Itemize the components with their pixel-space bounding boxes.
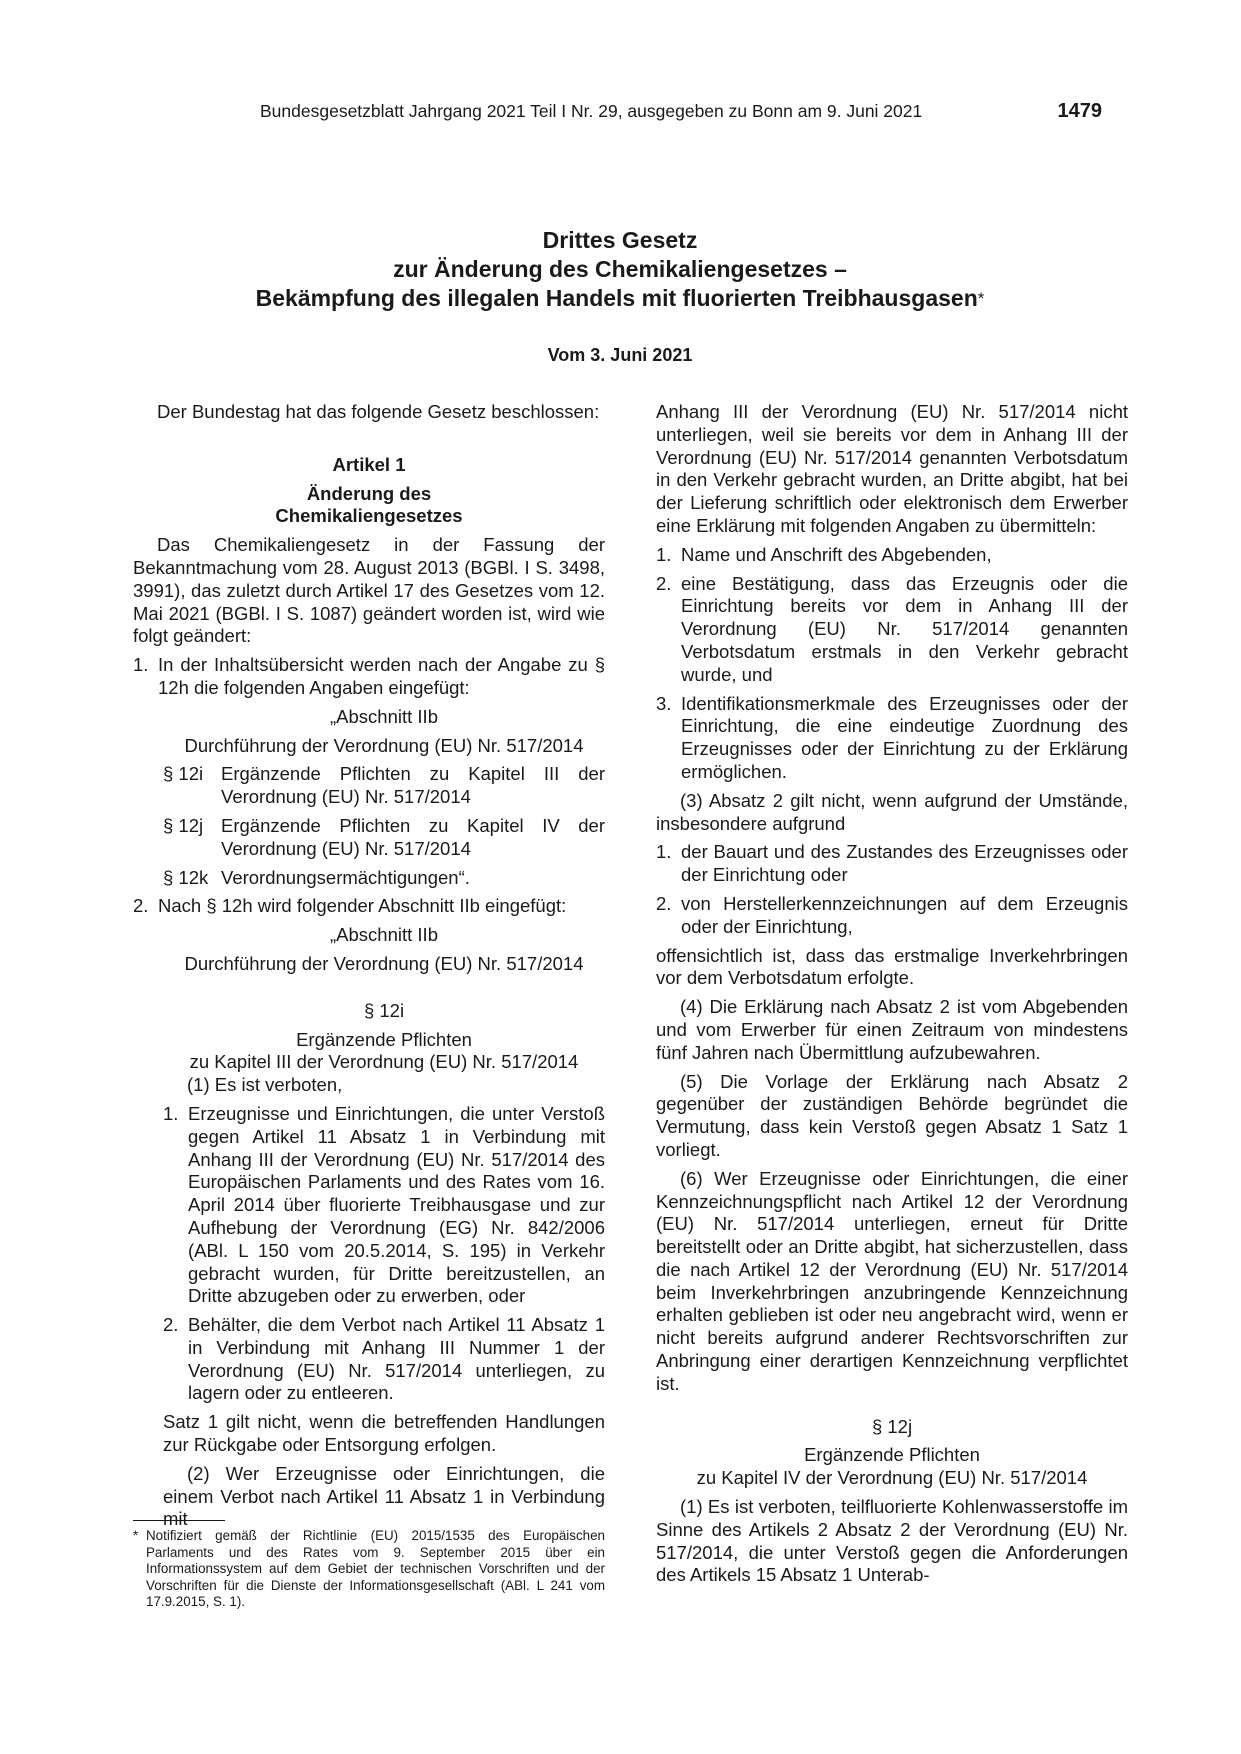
amendment-item-2: [133, 895, 605, 918]
right-column: [656, 401, 1128, 1593]
paragraph-12i-title-2: zu Kapitel III der Verordnung (EU) Nr. 517/2014: [189, 1051, 579, 1073]
toc-entry-12i: [163, 763, 605, 809]
item-text: In der Inhaltsübersicht werden nach der Angabe zu § 12h die folgenden Angaben eingefügt:: [158, 654, 605, 698]
section-abschnitt: „Abschnitt IIb: [330, 924, 438, 946]
item-number: 1.: [656, 543, 672, 565]
footnote: [133, 1528, 605, 1611]
running-title: Bundesgesetzblatt Jahrgang 2021 Teil I Nr. 29, ausgegeben zu Bonn am 9. Juni 2021: [260, 101, 923, 121]
article-intro-text: Das Chemikaliengesetz in der Fassung der Bekanntmachung vom 28. August 2013 (BGBl. I S. 3498, 3991), das zuletzt durch Artikel 17 des Gesetzes vom 12. Mai 2021 (BGBl. I S. 1087) geändert worden ist, wird wie folgt geändert:: [133, 534, 605, 647]
toc-entry-number: § 12i: [163, 763, 204, 785]
amendment-item-1: [133, 654, 605, 700]
absatz-2-item-1: [656, 544, 1128, 567]
paragraph-12i-heading: § 12i: [363, 999, 405, 1021]
footnote-mark: *: [133, 1528, 139, 1543]
absatz-2-item-2: [656, 573, 1128, 687]
item-number: 1.: [133, 654, 149, 676]
article-subtitle-2: Chemikaliengesetzes: [275, 505, 463, 527]
item-text: der Bauart und des Zustandes des Erzeugnisses oder der Einrichtung oder: [681, 841, 1128, 886]
item-text: Nach § 12h wird folgender Abschnitt IIb eingefügt:: [158, 895, 567, 917]
paragraph-12i-list-item-2: [163, 1314, 605, 1405]
toc-durchfuehrung: Durchführung der Verordnung (EU) Nr. 517/2014: [184, 734, 584, 756]
absatz-2-continuation: Anhang III der Verordnung (EU) Nr. 517/2014 nicht unterliegen, weil sie bereits vor dem in Anhang III der Verordnung (EU) Nr. 517/2014 genannten Verbotsdatum in den Verkehr gebracht wurden, an Dritte abgibt, hat bei der Lieferung schriftlich oder elektronisch dem Erwerber eine Erklärung mit folgenden Angaben zu übermitteln:: [656, 401, 1128, 536]
absatz-5: (5) Die Vorlage der Erklärung nach Absatz 2 gegenüber der zuständigen Behörde begründet die Vermutung, dass kein Verstoß gegen Absatz 1 Satz 1 vorliegt.: [656, 1070, 1128, 1160]
item-number: 2.: [656, 892, 672, 914]
absatz-3: (3) Absatz 2 gilt nicht, wenn aufgrund der Umstände, insbesondere aufgrund: [656, 789, 1128, 834]
absatz-3-end: offensichtlich ist, dass das erstmalige Inverkehrbringen vor dem Verbotsdatum erfolgte.: [656, 944, 1128, 989]
item-number: 1.: [656, 841, 672, 863]
toc-entry-number: § 12k: [163, 866, 209, 888]
item-text: Identifikationsmerkmale des Erzeugnisses oder der Einrichtung, die eine eindeutige Zuordnung des Erzeugnisses oder der Einrichtung zu der Erklärung ermöglichen.: [681, 692, 1128, 782]
paragraph-12j-heading: § 12j: [871, 1415, 913, 1437]
section-durchfuehrung: Durchführung der Verordnung (EU) Nr. 517/2014: [184, 952, 584, 974]
paragraph-12j-title-1: Ergänzende Pflichten: [804, 1444, 980, 1466]
absatz-4: (4) Die Erklärung nach Absatz 2 ist vom Abgebenden und vom Erwerber für einen Zeitraum von mindestens fünf Jahren nach Übermittlung aufzubewahren.: [656, 996, 1128, 1063]
toc-abschnitt: „Abschnitt IIb: [330, 705, 438, 727]
title-line-2: zur Änderung des Chemikaliengesetzes –: [393, 256, 847, 282]
item-text: Name und Anschrift des Abgebenden,: [681, 543, 992, 565]
absatz-3-item-1: [656, 841, 1128, 887]
toc-entry-number: § 12j: [163, 814, 204, 836]
preamble: Der Bundestag hat das folgende Gesetz beschlossen:: [157, 401, 600, 422]
paragraph-12i-satz: Satz 1 gilt nicht, wenn die betreffenden Handlungen zur Rückgabe oder Entsorgung erfolgen.: [163, 1411, 605, 1456]
item-text: Behälter, die dem Verbot nach Artikel 11 Absatz 1 in Verbindung mit Anhang III Nummer 1 der Verordnung (EU) Nr. 517/2014 unterliegen, zu lagern oder zu entleeren.: [188, 1314, 605, 1404]
toc-entry-text: Ergänzende Pflichten zu Kapitel IV der Verordnung (EU) Nr. 517/2014: [221, 814, 605, 859]
article-subtitle-1: Änderung des: [306, 482, 432, 504]
item-number: 2.: [163, 1314, 179, 1336]
item-number: 2.: [656, 572, 672, 594]
item-number: 3.: [656, 692, 672, 714]
title-line-3-text: Bekämpfung des illegalen Handels mit fluorierten Treibhausgasen: [255, 285, 978, 311]
title-footnote-mark: *: [977, 289, 985, 308]
absatz-6: (6) Wer Erzeugnisse oder Einrichtungen, die einer Kennzeichnungspflicht nach Artikel 12 der Verordnung (EU) Nr. 517/2014 unterliegen, erneut für Dritte bereitstellt oder an Dritte abgibt, hat sicherzustellen, dass die nach Artikel 12 der Verordnung (EU) Nr. 517/2014 beim Inverkehrbringen anzubringende Kennzeichnung erhalten geblieben ist oder neu angebracht wird, wenn er nicht bereits aufgrund anderer Rechtsvorschriften zur Anbringung einer derartigen Kennzeichnung verpflichtet ist.: [656, 1167, 1128, 1394]
footnote-divider: [133, 1520, 225, 1521]
absatz-2-item-3: [656, 693, 1128, 784]
law-date: Vom 3. Juni 2021: [547, 345, 693, 365]
law-title-block: [130, 226, 1110, 366]
paragraph-12i-title-1: Ergänzende Pflichten: [296, 1028, 472, 1050]
item-text: eine Bestätigung, dass das Erzeugnis oder die Einrichtung bereits vor dem in Anhang III der Verordnung (EU) Nr. 517/2014 genannten Verbotsdatum erstmals in den Verkehr gebracht wurde, und: [681, 572, 1128, 685]
title-line-3: [130, 284, 1110, 313]
title-line-1: Drittes Gesetz: [542, 227, 698, 253]
page-number: 1479: [1057, 100, 1102, 122]
paragraph-12i-absatz-1: (1) Es ist verboten,: [187, 1074, 343, 1096]
paragraph-12i-absatz-2-start: (2) Wer Erzeugnisse oder Einrichtungen, die einem Verbot nach Artikel 11 Absatz 1 in Verbindung mit: [163, 1462, 605, 1530]
paragraph-12i-list-item-1: [163, 1103, 605, 1308]
item-number: 1.: [163, 1102, 179, 1124]
article-heading: Artikel 1: [332, 453, 406, 475]
absatz-3-item-2: [656, 893, 1128, 939]
item-text: von Herstellerkennzeichnungen auf dem Erzeugnis oder der Einrichtung,: [681, 892, 1128, 937]
toc-entry-12k: [163, 867, 605, 890]
toc-entry-12j: [163, 815, 605, 861]
left-column: [133, 401, 605, 1537]
paragraph-12j-absatz-1: (1) Es ist verboten, teilfluorierte Kohlenwasserstoffe im Sinne des Artikels 2 Absatz 2 der Verordnung (EU) Nr. 517/2014, die unter Verstoß gegen die Anforderungen des Artikels 15 Absatz 1 Unterab-: [656, 1496, 1128, 1586]
item-number: 2.: [133, 895, 149, 917]
item-text: Erzeugnisse und Einrichtungen, die unter Verstoß gegen Artikel 11 Absatz 1 in Verbindung mit Anhang III der Verordnung (EU) Nr. 517/2014 des Europäischen Parlaments und des Rates vom 16. April 2014 über fluorierte Treibhausgase und zur Aufhebung der Verordnung (EG) Nr. 842/2006 (ABl. L 150 vom 20.5.2014, S. 195) in Verkehr gebracht wurden, für Dritte bereitzustellen, an Dritte abzugeben oder zu erwerben, oder: [188, 1102, 605, 1307]
footnote-text: Notifiziert gemäß der Richtlinie (EU) 2015/1535 des Europäischen Parlaments und des Rates vom 9. September 2015 über ein Informationssystem auf dem Gebiet der technischen Vorschriften und der Vorschriften für die Dienste der Informationsgesellschaft (ABl. L 241 vom 17.9.2015, S. 1).: [146, 1528, 605, 1610]
toc-entry-text: Verordnungsermächtigungen“.: [221, 866, 470, 888]
toc-entry-text: Ergänzende Pflichten zu Kapitel III der Verordnung (EU) Nr. 517/2014: [221, 763, 605, 808]
running-header: [260, 100, 1102, 123]
paragraph-12j-title-2: zu Kapitel IV der Verordnung (EU) Nr. 517/2014: [696, 1467, 1088, 1489]
